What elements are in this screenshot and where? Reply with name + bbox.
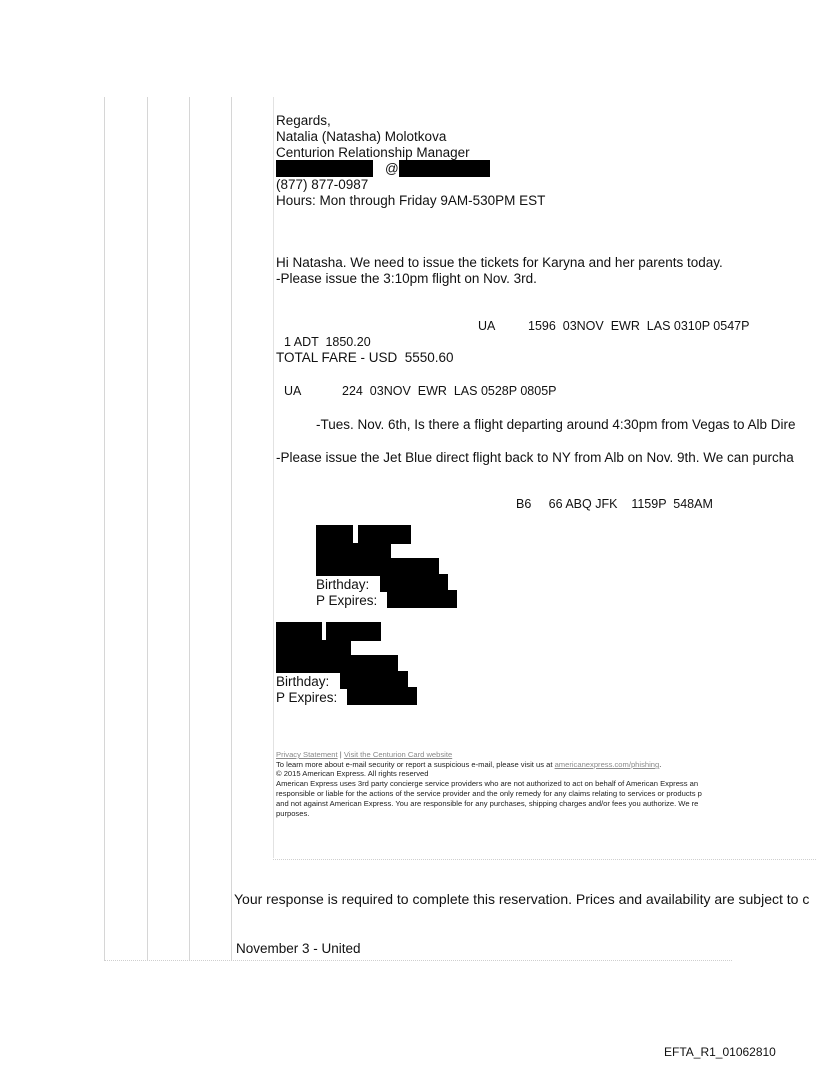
document-id: EFTA_R1_01062810: [664, 1045, 776, 1059]
flight2-details: 224 03NOV EWR LAS 0528P 0805P: [342, 384, 557, 398]
redacted-passenger2-expires: [347, 687, 417, 705]
footer-disclaimer-1: American Express uses 3rd party concierge service providers who are not authorized to act on behalf of American Express an: [276, 779, 699, 788]
redacted-email-user: [276, 160, 373, 177]
redacted-passenger1-b: [358, 525, 411, 544]
redacted-passenger2-a: [276, 622, 322, 641]
passenger2-expires-label: P Expires:: [276, 690, 338, 705]
signature-title: Centurion Relationship Manager: [276, 145, 470, 160]
section-title: November 3 - United: [236, 941, 361, 956]
passenger2-birthday-label: Birthday:: [276, 674, 330, 689]
table-border-4: [231, 97, 232, 961]
signature-hours: Hours: Mon through Friday 9AM-530PM EST: [276, 193, 546, 208]
table-bottom-line: [104, 960, 732, 961]
footer-security-end: .: [659, 760, 662, 769]
redacted-passenger1-expires: [387, 590, 457, 608]
email-at-sign: @: [385, 161, 399, 176]
footer-links-row: [276, 750, 452, 759]
table-border-3: [189, 97, 190, 961]
request-jetblue-flight: -Please issue the Jet Blue direct flight back to NY from Alb on Nov. 9th. We can purcha: [276, 450, 794, 465]
table-border-1: [104, 97, 105, 961]
message-line-2: -Please issue the 3:10pm flight on Nov. 3rd.: [276, 271, 537, 286]
footer-disclaimer-3: and not against American Express. You are responsible for any purchases, shipping charges and/or fees you authorize. We re: [276, 799, 699, 808]
redacted-passenger1-a: [316, 525, 353, 544]
flight1-airline: UA: [478, 319, 496, 333]
privacy-statement-link[interactable]: Privacy Statement: [276, 750, 338, 759]
passenger1-birthday-label: Birthday:: [316, 577, 370, 592]
phishing-link[interactable]: americanexpress.com/phishing: [554, 760, 660, 769]
flight1-total-fare: TOTAL FARE - USD 5550.60: [276, 350, 454, 365]
footer-security-text: To learn more about e-mail security or report a suspicious e-mail, please visit us at: [276, 760, 555, 769]
signature-name: Natalia (Natasha) Molotkova: [276, 129, 447, 144]
flight1-details: 1596 03NOV EWR LAS 0310P 0547P: [528, 319, 750, 333]
footer-security-line: [276, 760, 661, 769]
flight2-airline: UA: [284, 384, 302, 398]
redacted-passenger2-b: [326, 622, 381, 641]
redacted-email-domain: [399, 160, 490, 177]
footer-disclaimer-4: purposes.: [276, 809, 310, 818]
signature-greeting: Regards,: [276, 113, 331, 128]
quote-border: [273, 97, 274, 858]
request-vegas-flight: -Tues. Nov. 6th, Is there a flight departing around 4:30pm from Vegas to Alb Dire: [316, 417, 796, 432]
flight3-details: B6 66 ABQ JFK 1159P 548AM: [516, 497, 713, 511]
passenger1-expires-label: P Expires:: [316, 593, 378, 608]
response-required-notice: Your response is required to complete this reservation. Prices and availability are subject to c: [234, 891, 810, 907]
footer-copyright: © 2015 American Express. All rights reserved: [276, 769, 429, 778]
table-border-2: [147, 97, 148, 961]
flight1-passenger-fare: 1 ADT 1850.20: [284, 335, 371, 349]
footer-link-separator: |: [339, 750, 342, 759]
footer-disclaimer-2: responsible or liable for the actions of the service provider and the only remedy for any claims relating to services or products p: [276, 789, 702, 798]
centurion-website-link[interactable]: Visit the Centurion Card website: [343, 750, 453, 759]
quote-bottom-line: [273, 859, 816, 860]
signature-phone: (877) 877-0987: [276, 177, 369, 192]
message-line-1: Hi Natasha. We need to issue the tickets for Karyna and her parents today.: [276, 255, 723, 270]
